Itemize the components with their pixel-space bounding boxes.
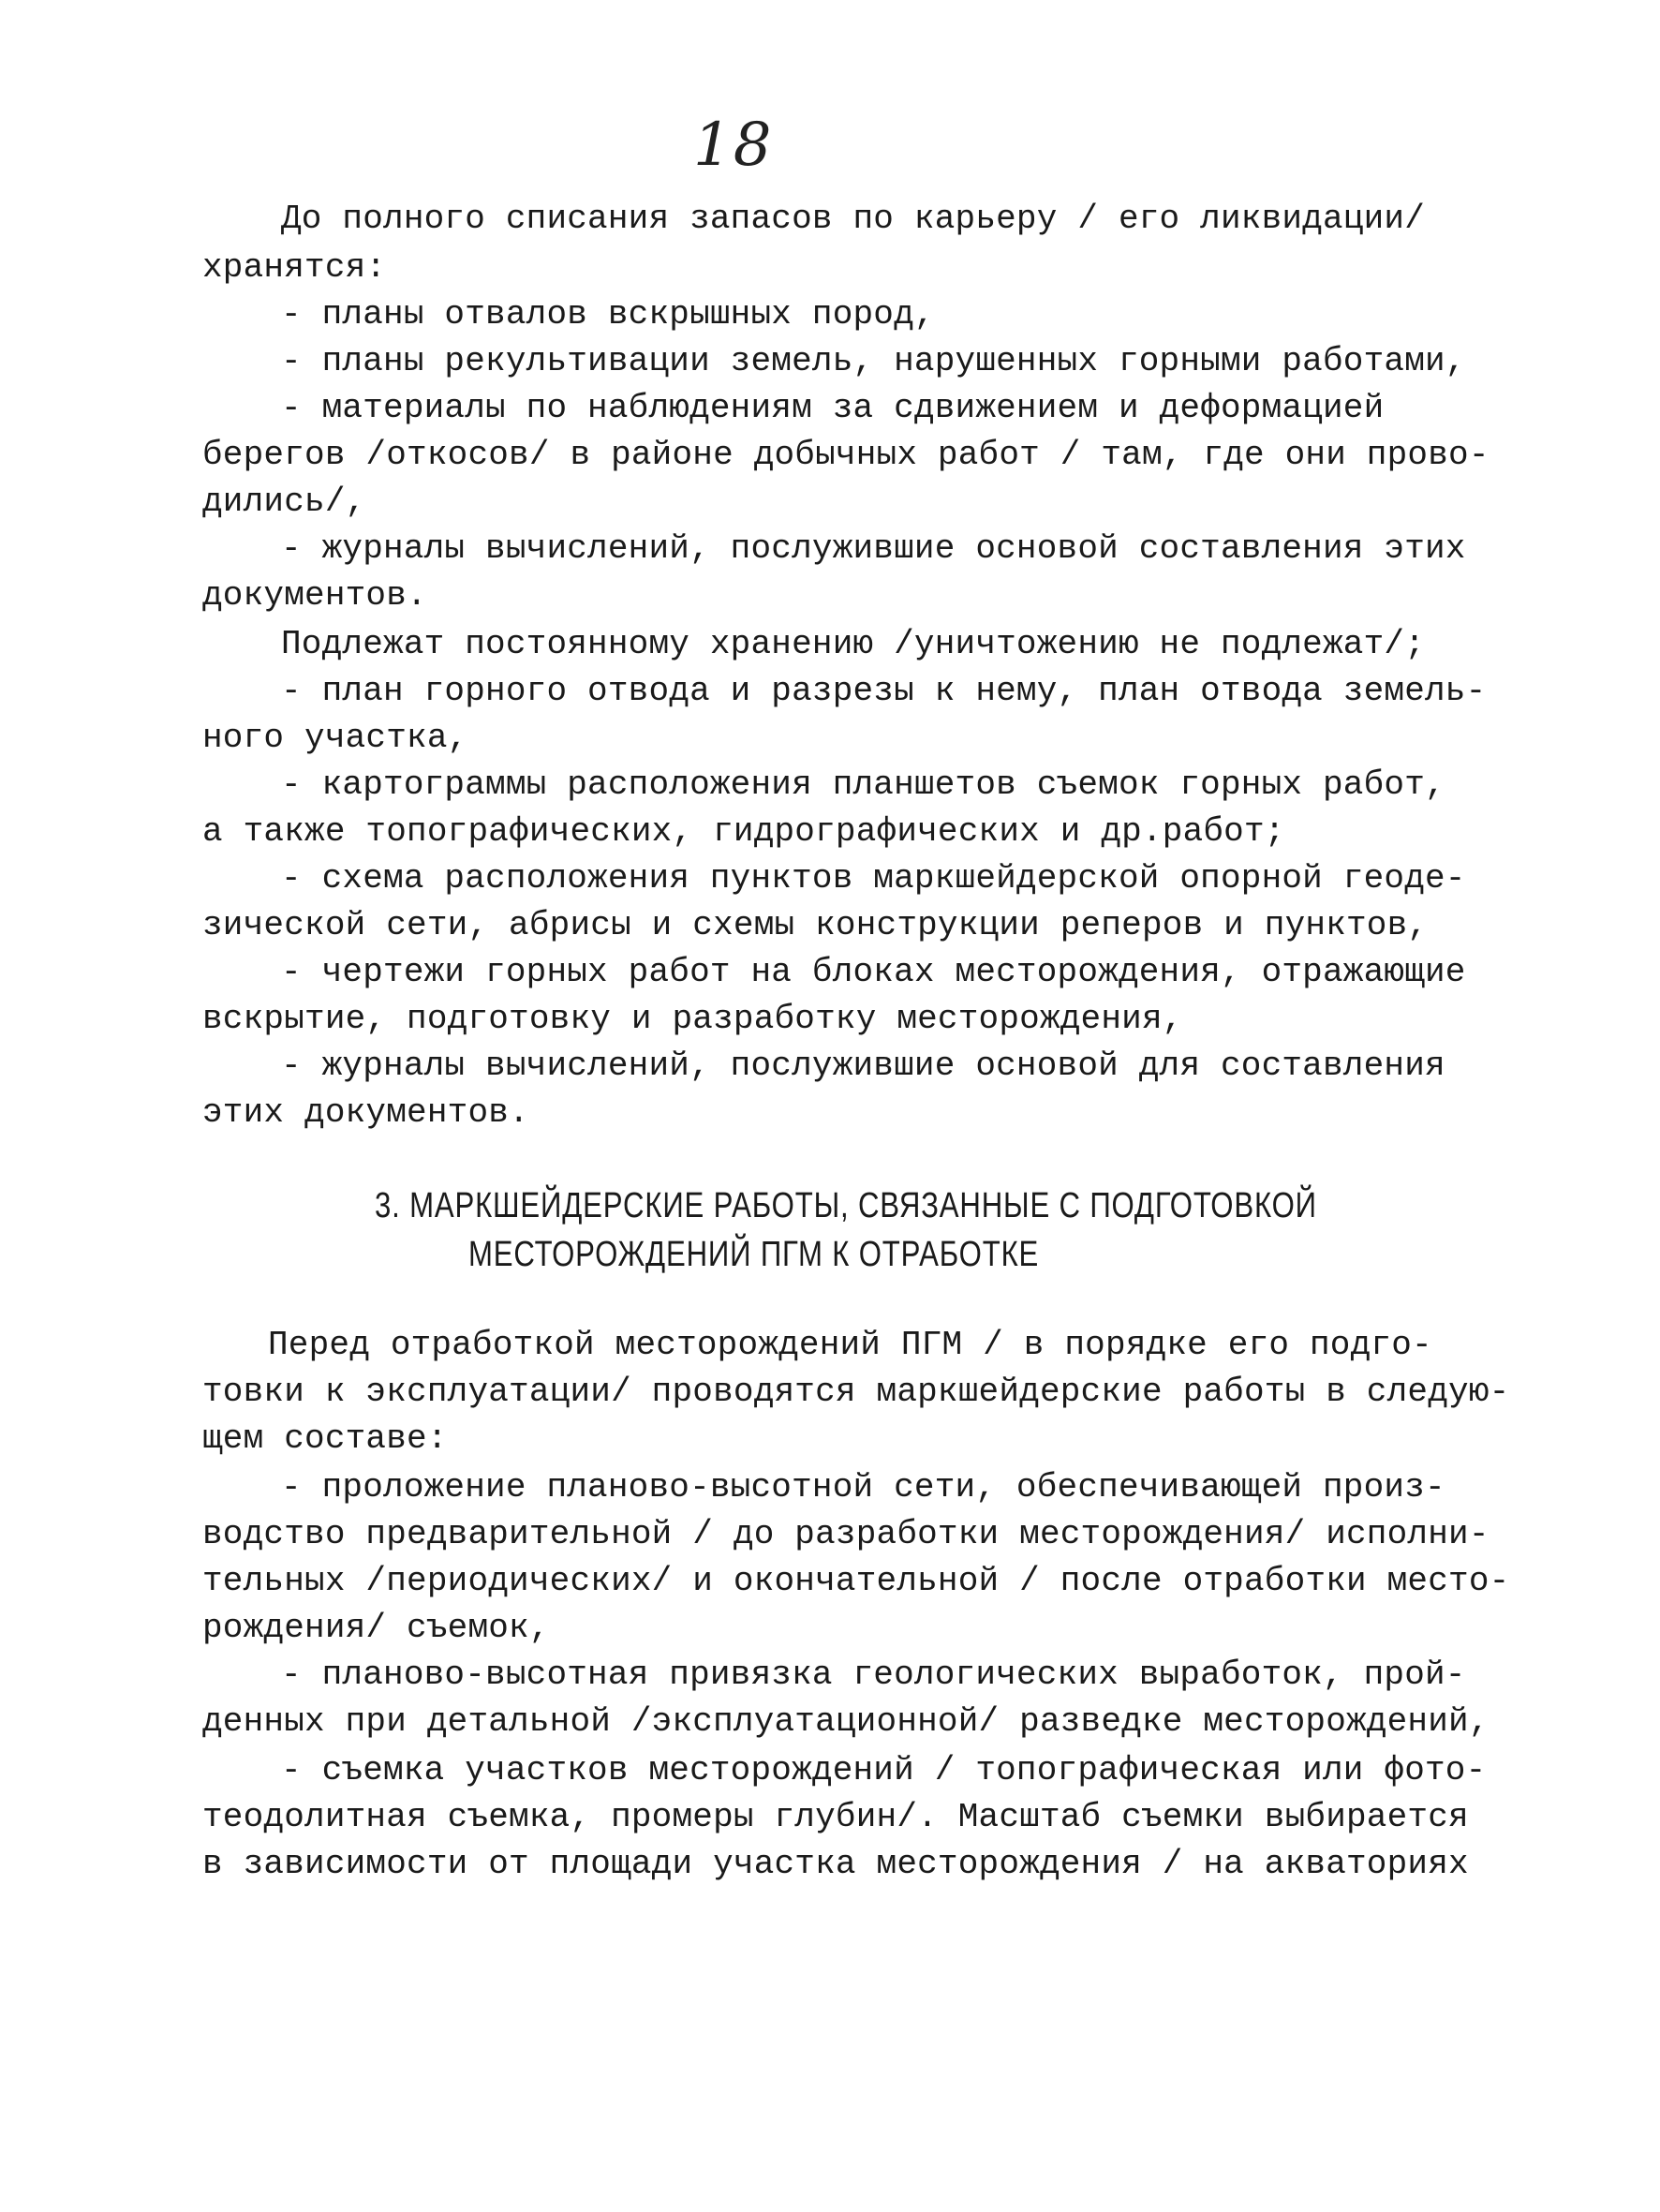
text-line: теодолитная съемка, промеры глубин/. Масштаб съемки выбирается xyxy=(202,1798,1469,1836)
list-item: - схема расположения пунктов маркшейдерской опорной геоде- xyxy=(281,859,1466,898)
heading-line: 3. МАРКШЕЙДЕРСКИЕ РАБОТЫ, СВЯЗАННЫЕ С ПОДГОТОВКОЙ xyxy=(375,1186,1317,1225)
text-line: товки к эксплуатации/ проводятся маркшейдерские работы в следую- xyxy=(202,1373,1510,1411)
text-line: денных при детальной /эксплуатационной/ разведке месторождений, xyxy=(202,1702,1490,1741)
heading-line: МЕСТОРОЖДЕНИЙ ПГМ К ОТРАБОТКЕ xyxy=(468,1235,1040,1274)
list-item: - материалы по наблюдениям за сдвижением и деформацией xyxy=(281,389,1385,427)
page-number: 18 xyxy=(693,111,774,180)
text-line: а также топографических, гидрографических и др.работ; xyxy=(202,812,1285,851)
text-line: документов. xyxy=(202,576,427,615)
text-line: рождения/ съемок, xyxy=(202,1609,550,1647)
list-item: - журналы вычислений, послужившие основой составления этих xyxy=(281,529,1466,568)
text-line: этих документов. xyxy=(202,1093,529,1132)
list-item: - план горного отвода и разрезы к нему, план отвода земель- xyxy=(281,672,1487,710)
list-item: - проложение планово-высотной сети, обеспечивающей произ- xyxy=(281,1468,1445,1507)
text-line: ного участка, xyxy=(202,719,468,757)
text-line: хранятся: xyxy=(202,248,387,287)
list-item: - планы отвалов вскрышных пород, xyxy=(281,295,935,334)
list-item: - планово-высотная привязка геологических выработок, прой- xyxy=(281,1655,1466,1694)
text-line: Перед отработкой месторождений ПГМ / в порядке его подго- xyxy=(268,1326,1432,1364)
text-line: водство предварительной / до разработки месторождения/ исполни- xyxy=(202,1515,1490,1553)
text-line: вскрытие, подготовку и разработку месторождения, xyxy=(202,1000,1183,1038)
list-item: - картограммы расположения планшетов съемок горных работ, xyxy=(281,765,1445,804)
text-line: дились/, xyxy=(202,482,366,521)
text-line: берегов /откосов/ в районе добычных работ / там, где они прово- xyxy=(202,436,1490,474)
list-item: - планы рекультивации земель, нарушенных горными работами, xyxy=(281,342,1466,380)
text-line: зической сети, абрисы и схемы конструкции реперов и пунктов, xyxy=(202,906,1429,944)
list-item: - съемка участков месторождений / топографическая или фото- xyxy=(281,1751,1487,1789)
text-line: в зависимости от площади участка месторождения / на акваториях xyxy=(202,1845,1469,1883)
text-line: щем составе: xyxy=(202,1419,448,1458)
text-line: тельных /периодических/ и окончательной / после отработки место- xyxy=(202,1562,1510,1600)
list-item: - чертежи горных работ на блоках месторождения, отражающие xyxy=(281,953,1466,991)
list-item: - журналы вычислений, послужившие основой для составления xyxy=(281,1047,1445,1085)
text-line: Подлежат постоянному хранению /уничтожению не подлежат/; xyxy=(281,625,1425,663)
text-line: До полного списания запасов по карьеру / его ликвидации/ xyxy=(281,200,1425,238)
